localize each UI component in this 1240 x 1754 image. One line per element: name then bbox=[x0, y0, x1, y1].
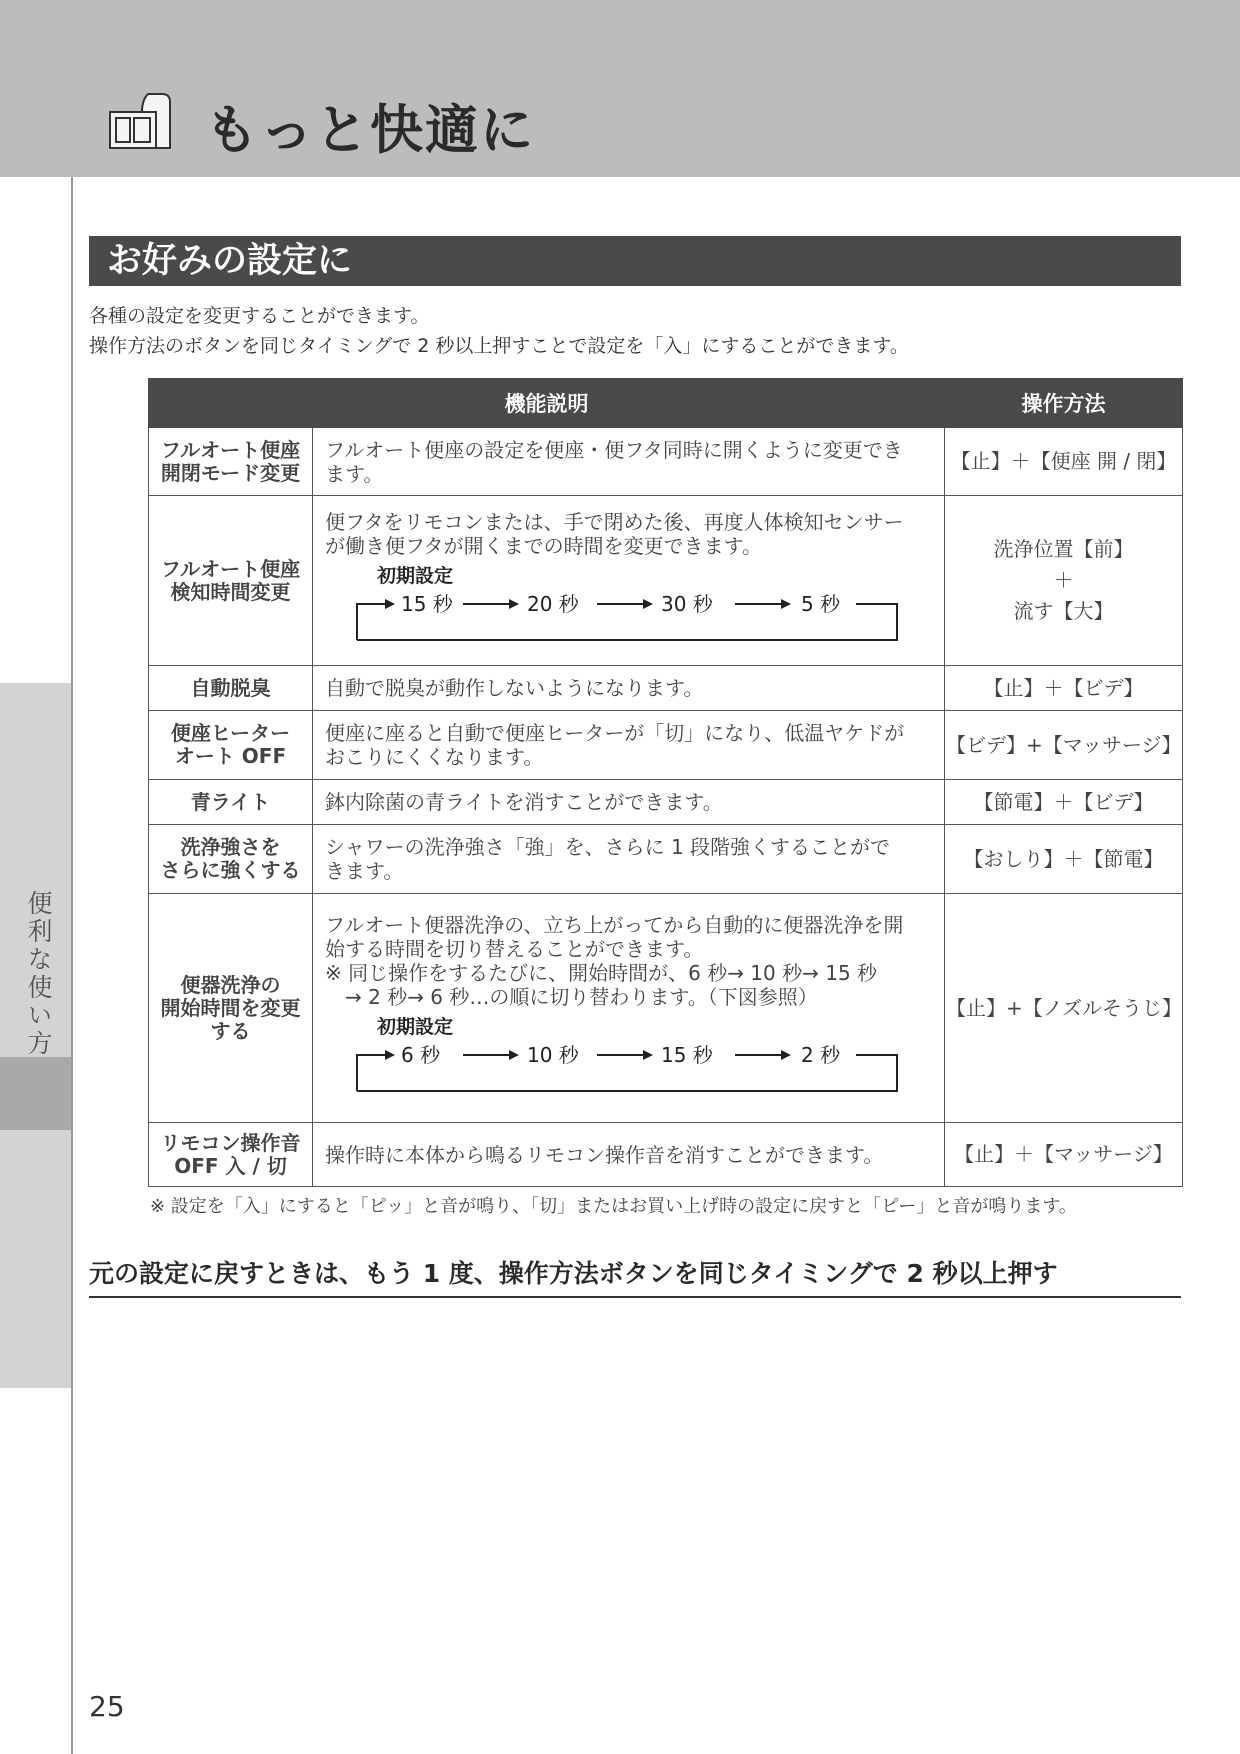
time-cycle-diagram bbox=[351, 1041, 911, 1099]
flow-step: 2 秒 bbox=[801, 1043, 841, 1067]
setting-name: フルオート便座 検知時間変更 bbox=[149, 496, 313, 666]
setting-name: 洗浄強さを さらに強くする bbox=[149, 825, 313, 894]
setting-name: 自動脱臭 bbox=[149, 666, 313, 711]
section-title: お好みの設定に bbox=[89, 236, 1181, 286]
table-row bbox=[149, 496, 1183, 666]
flow-label: 初期設定 bbox=[377, 564, 454, 587]
left-rule bbox=[71, 177, 73, 1754]
operation-method: 【止】＋【便座 開 / 閉】 bbox=[945, 428, 1183, 496]
footnote: ※ 設定を「入」にすると「ピッ」と音が鳴り、「切」またはお買い上げ時の設定に戻すと「ピー」と音が鳴ります。 bbox=[150, 1196, 1077, 1217]
header-band bbox=[0, 0, 1240, 177]
operation-method: 【ビデ】+【マッサージ】 bbox=[945, 711, 1183, 780]
subheading: 元の設定に戻すときは、もう 1 度、操作方法ボタンを同じタイミングで 2 秒以上押す bbox=[89, 1254, 1181, 1298]
table-row bbox=[149, 780, 1183, 825]
operation-method: 【おしり】＋【節電】 bbox=[945, 825, 1183, 894]
setting-description: 便座に座ると自動で便座ヒーターが「切」になり、低温ヤケドが おこりにくくなります。 bbox=[313, 711, 945, 780]
toilet-icon bbox=[108, 90, 180, 154]
operation-method: 【止】＋【マッサージ】 bbox=[945, 1123, 1183, 1187]
setting-description: フルオート便器洗浄の、立ち上がってから自動的に便器洗浄を開 始する時間を切り替えることができます。 ※ 同じ操作をするたびに、開始時間が、6 秒→ 10 秒→ 15 秒 → 2 秒→ 6 秒…の順に切り替わります。（下図参照） 初期設定 6 秒 10 秒 15 秒 2 秒 bbox=[313, 894, 945, 1123]
setting-name: リモコン操作音 OFF 入 / 切 bbox=[149, 1123, 313, 1187]
operation-method: 【止】+【ノズルそうじ】 bbox=[945, 894, 1183, 1123]
setting-name: フルオート便座 開閉モード変更 bbox=[149, 428, 313, 496]
operation-method: 【止】＋【ビデ】 bbox=[945, 666, 1183, 711]
setting-description: フルオート便座の設定を便座・便フタ同時に開くように変更でき ます。 bbox=[313, 428, 945, 496]
table-row bbox=[149, 825, 1183, 894]
flow-step: 30 秒 bbox=[661, 591, 713, 616]
setting-description: 自動で脱臭が動作しないようになります。 bbox=[313, 666, 945, 711]
flow-step: 10 秒 bbox=[527, 1043, 579, 1067]
settings-table bbox=[148, 378, 1183, 1187]
column-header-desc: 機能説明 bbox=[149, 379, 945, 428]
setting-description: シャワーの洗浄強さ「強」を、さらに 1 段階強くすることがで きます。 bbox=[313, 825, 945, 894]
side-tab-marker bbox=[0, 1057, 71, 1130]
table-row bbox=[149, 428, 1183, 496]
flow-label: 初期設定 bbox=[377, 1016, 454, 1038]
intro-line: 操作方法のボタンを同じタイミングで 2 秒以上押すことで設定を「入」にすることができます。 bbox=[89, 335, 909, 357]
intro-line: 各種の設定を変更することができます。 bbox=[89, 305, 430, 327]
operation-method: 洗浄位置【前】 ＋ 流す【大】 bbox=[945, 496, 1183, 666]
flow-step: 5 秒 bbox=[801, 591, 841, 616]
flow-step: 6 秒 bbox=[401, 1043, 441, 1067]
column-header-op: 操作方法 bbox=[945, 379, 1183, 428]
table-row bbox=[149, 666, 1183, 711]
table-row bbox=[149, 894, 1183, 1123]
page-number: 25 bbox=[89, 1690, 125, 1723]
page-title: もっと快適に bbox=[205, 100, 535, 161]
flow-step: 15 秒 bbox=[401, 591, 453, 616]
time-cycle-diagram bbox=[351, 590, 911, 648]
setting-description: 鉢内除菌の青ライトを消すことができます。 bbox=[313, 780, 945, 825]
table-row bbox=[149, 711, 1183, 780]
setting-description: 便フタをリモコンまたは、手で閉めた後、再度人体検知センサー が働き便フタが開くまでの時間を変更できます。 初期設定 15 秒 20 秒 30 秒 5 秒 bbox=[313, 496, 945, 666]
setting-name: 便座ヒーター オート OFF bbox=[149, 711, 313, 780]
setting-name: 便器洗浄の 開始時間を変更 する bbox=[149, 894, 313, 1123]
flow-step: 15 秒 bbox=[661, 1043, 713, 1067]
setting-description: 操作時に本体から鳴るリモコン操作音を消すことができます。 bbox=[313, 1123, 945, 1187]
side-label: 便利な使い方 bbox=[24, 890, 53, 1058]
setting-name: 青ライト bbox=[149, 780, 313, 825]
table-row bbox=[149, 1123, 1183, 1187]
flow-step: 20 秒 bbox=[527, 591, 579, 616]
operation-method: 【節電】＋【ビデ】 bbox=[945, 780, 1183, 825]
